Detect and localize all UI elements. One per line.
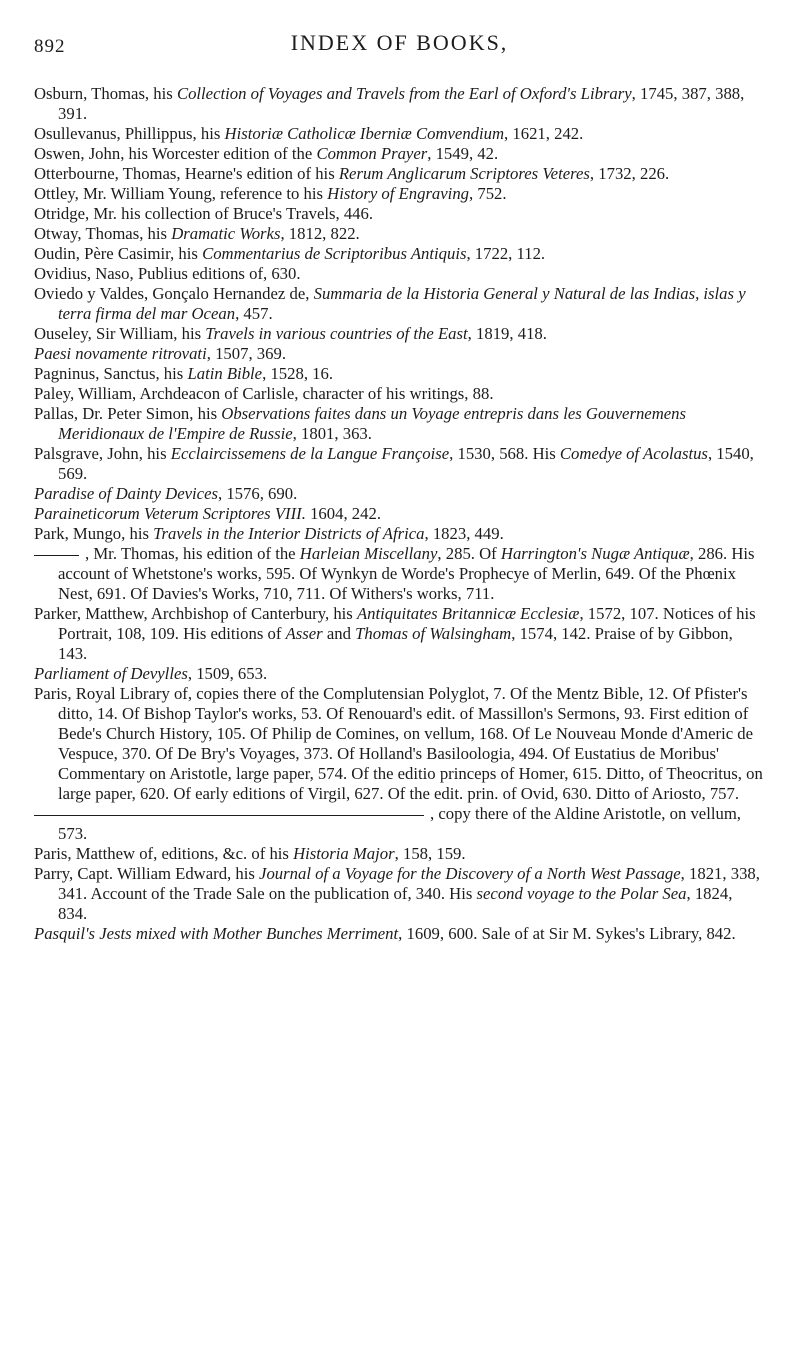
- index-entry: Otridge, Mr. his collection of Bruce's Travels, 446.: [34, 204, 374, 223]
- index-entry: Otterbourne, Thomas, Hearne's edition of his Rerum Anglicarum Scriptores Veteres, 1732, 226.: [34, 164, 670, 183]
- index-entry: Ottley, Mr. William Young, reference to his History of Engraving, 752.: [34, 184, 507, 203]
- index-entry: Ouseley, Sir William, his Travels in various countries of the East, 1819, 418.: [34, 324, 547, 343]
- index-entry: Pagninus, Sanctus, his Latin Bible, 1528, 16.: [34, 364, 334, 383]
- index-entry: Palsgrave, John, his Ecclaircissemens de la Langue Françoise, 1530, 568. His Comedye of Acolastus, 1540, 569.: [34, 444, 754, 483]
- index-entry: Pallas, Dr. Peter Simon, his Observations faites dans un Voyage entrepris dans les Gouvernemens Meridionaux de l'Empire de Russie, 1801, 363.: [34, 404, 686, 443]
- index-entry: Pasquil's Jests mixed with Mother Bunches Merriment, 1609, 600. Sale of at Sir M. Sykes's Library, 842.: [34, 924, 736, 943]
- page-header: [34, 30, 765, 60]
- index-entry: Oswen, John, his Worcester edition of the Common Prayer, 1549, 42.: [34, 144, 499, 163]
- index-entry: Park, Mungo, his Travels in the Interior Districts of Africa, 1823, 449.: [34, 524, 504, 543]
- index-entries: [34, 84, 764, 944]
- index-entry: Parry, Capt. William Edward, his Journal of a Voyage for the Discovery of a North West Passage, 1821, 338, 341. Account of the Trade Sale on the publication of, 340. His second voyage to the Polar Sea, 1824, 834.: [34, 864, 760, 923]
- index-entry: Oviedo y Valdes, Gonçalo Hernandez de, Summaria de la Historia General y Natural de las Indias, islas y terra firma del mar Ocean, 457.: [34, 284, 746, 323]
- index-entry: Parker, Matthew, Archbishop of Canterbury, his Antiquitates Britannicæ Ecclesiæ, 1572, 107. Notices of his Portrait, 108, 109. His editions of Asser and Thomas of Walsingham, 1574, 142. Praise of by Gibbon, 143.: [34, 604, 756, 663]
- index-entry: Paradise of Dainty Devices, 1576, 690.: [34, 484, 298, 503]
- index-entry: Oudin, Père Casimir, his Commentarius de Scriptoribus Antiquis, 1722, 112.: [34, 244, 546, 263]
- index-entry: Osburn, Thomas, his Collection of Voyages and Travels from the Earl of Oxford's Library, 1745, 387, 388, 391.: [34, 84, 745, 123]
- index-entry-aldine: , copy there of the Aldine Aristotle, on vellum, 573.: [34, 804, 764, 844]
- running-head: INDEX OF BOOKS,: [290, 30, 509, 55]
- index-entry: Paris, Royal Library of, copies there of the Complutensian Polyglot, 7. Of the Mentz Bible, 12. Of Pfister's ditto, 14. Of Bishop Taylor's works, 53. Of Renouard's edit. of Massillon's Sermons, 93. First edition of Bede's Church History, 105. Of Philip de Comines, on vellum, 168. Of Le Nouveau Monde d'Americ de Vespuce, 370. Of De Bry's Voyages, 373. Of Holland's Basiloologia, 494. Of Eustatius de Moribus' Commentary on Aristotle, large paper, 574. Of the editio princeps of Homer, 615. Ditto, of Theocritus, on large paper, 620. Of early editions of Virgil, 627. Of the edit. prin. of Ovid, 630. Ditto of Ariosto, 757.: [34, 684, 763, 803]
- ditto-dash: [34, 815, 424, 816]
- ditto-dash: [34, 555, 79, 556]
- index-entry: Otway, Thomas, his Dramatic Works, 1812, 822.: [34, 224, 360, 243]
- index-entry-park-thomas: , Mr. Thomas, his edition of the Harleian Miscellany, 285. Of Harrington's Nugæ Antiquæ, 286. His account of Whetstone's works, 595. Of Wynkyn de Worde's Prophecye of Merlin, 649. Of the Phœnix Nest, 691. Of Davies's Works, 710, 711. Of Withers's works, 711.: [34, 544, 764, 604]
- index-entry: Paris, Matthew of, editions, &c. of his Historia Major, 158, 159.: [34, 844, 466, 863]
- index-entry: Paley, William, Archdeacon of Carlisle, character of his writings, 88.: [34, 384, 494, 403]
- index-entry: Ovidius, Naso, Publius editions of, 630.: [34, 264, 301, 283]
- page-number: 892: [34, 36, 66, 57]
- index-entry: Paesi novamente ritrovati, 1507, 369.: [34, 344, 286, 363]
- index-entry: Osullevanus, Phillippus, his Historiæ Catholicæ Iberniæ Comvendium, 1621, 242.: [34, 124, 584, 143]
- index-entry: Paraineticorum Veterum Scriptores VIII. 1604, 242.: [34, 504, 381, 523]
- index-entry: Parliament of Devylles, 1509, 653.: [34, 664, 268, 683]
